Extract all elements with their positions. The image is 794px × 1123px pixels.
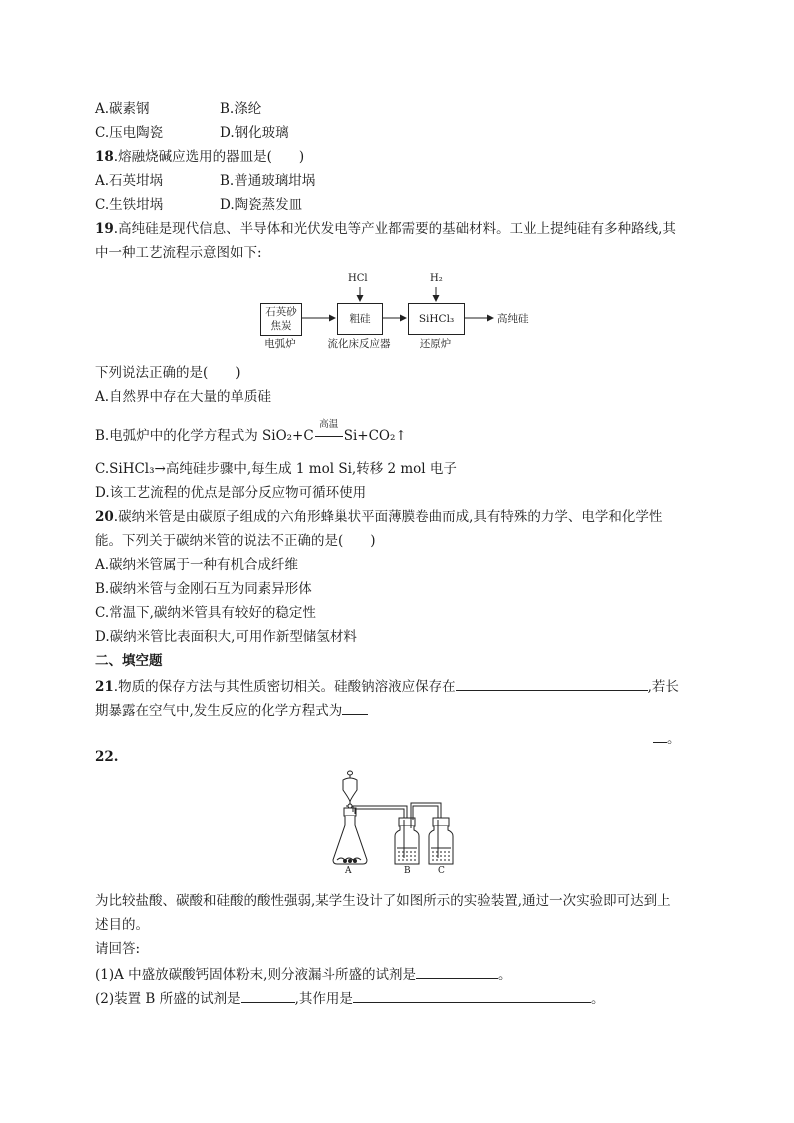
q22-blank-bottle-b-reagent[interactable] — [241, 988, 295, 1003]
q21-line2: 期暴露在空气中,发生反应的化学方程式为 — [95, 700, 368, 720]
q20-number: 20 — [95, 509, 114, 525]
q20-stem-line1: 20.碳纳米管是由碳原子组成的六角形蜂巢状平面薄膜卷曲而成,具有特殊的力学、电学和化学性 — [95, 509, 663, 525]
q20-option-a: A.碳纳米管属于一种有机合成纤维 — [95, 557, 299, 573]
flow-label-arc-furnace: 电弧炉 — [264, 338, 296, 350]
flow-label-fluidized-bed: 流化床反应器 — [327, 338, 391, 350]
q17-option-c: C.压电陶瓷 — [95, 125, 164, 141]
q22-prompt: 请回答: — [95, 941, 141, 957]
q19-stem-line2: 中一种工艺流程示意图如下: — [95, 245, 262, 261]
q20-option-d: D.碳纳米管比表面积大,可用作新型储氢材料 — [95, 629, 357, 645]
apparatus-label-c: C — [438, 866, 445, 876]
bottle-c — [429, 818, 453, 864]
flow-reagent-h2: H₂ — [430, 273, 443, 284]
q19-number: 19 — [95, 221, 114, 237]
apparatus-drawing — [325, 770, 475, 880]
q19-option-c: C.SiHCl₃→高纯硅步骤中,每生成 1 mol Si,转移 2 mol 电子 — [95, 461, 457, 477]
flow-box-sihcl3: SiHCl₃ — [408, 303, 465, 335]
q20-option-b: B.碳纳米管与金刚石互为同素异形体 — [95, 581, 312, 597]
q22-sub1: (1)A 中盛放碳酸钙固体粉末,则分液漏斗所盛的试剂是 。 — [95, 964, 511, 984]
q21-blank-equation-end[interactable] — [653, 728, 667, 743]
q18-option-c: C.生铁坩埚 — [95, 197, 164, 213]
flow-box-raw-materials: 石英砂 焦炭 — [260, 303, 302, 336]
q22-stem-line1: 为比较盐酸、碳酸和硅酸的酸性强弱,某学生设计了如图所示的实验装置,通过一次实验即可达到上 — [95, 893, 671, 909]
q19-question: 下列说法正确的是( ) — [95, 365, 241, 381]
q21-number: 21 — [95, 679, 114, 695]
section-heading-fill-in: 二、填空题 — [95, 653, 163, 669]
flow-label-reduction-furnace: 还原炉 — [419, 338, 452, 350]
q17-option-a: A.碳素钢 — [95, 101, 150, 117]
q22-blank-funnel-reagent[interactable] — [416, 964, 498, 979]
reaction-condition: 高温 — [319, 419, 339, 430]
flow-product: 高纯硅 — [497, 313, 529, 325]
process-flow-diagram — [255, 270, 555, 354]
flask-a — [333, 808, 367, 864]
q20-stem-line2: 能。下列关于碳纳米管的说法不正确的是( ) — [95, 533, 376, 549]
experiment-apparatus — [325, 770, 475, 880]
q22-stem-line2: 述目的。 — [95, 917, 149, 933]
q20-option-c: C.常温下,碳纳米管具有较好的稳定性 — [95, 605, 316, 621]
q17-option-b: B.涤纶 — [220, 101, 262, 117]
apparatus-label-b: B — [404, 866, 411, 876]
q22-blank-bottle-b-function[interactable] — [353, 988, 591, 1003]
q18-option-d: D.陶瓷蒸发皿 — [220, 197, 303, 213]
flow-reagent-hcl: HCl — [348, 273, 368, 284]
q21-blank-storage[interactable] — [456, 676, 648, 691]
q22-number: 22 — [95, 749, 114, 765]
bottle-b — [395, 818, 419, 864]
flow-box-crude-silicon: 粗硅 — [337, 303, 383, 335]
q18-option-b: B.普通玻璃坩埚 — [220, 173, 316, 189]
q19-option-a: A.自然界中存在大量的单质硅 — [95, 389, 272, 405]
q18-stem: 18.熔融烧碱应选用的器皿是( ) — [95, 149, 305, 165]
q19-option-d: D.该工艺流程的优点是部分反应物可循环使用 — [95, 485, 367, 501]
q21-blank-equation-start[interactable] — [342, 700, 368, 715]
q22-number-line: 22. — [95, 749, 119, 765]
q19-option-b: B.电弧炉中的化学方程式为 SiO₂+C 高温 Si+CO₂↑ — [95, 427, 407, 445]
q19-stem-line1: 19.高纯硅是现代信息、半导体和光伏发电等产业都需要的基础材料。工业上提纯硅有多种路线,其 — [95, 221, 676, 237]
q18-number: 18 — [95, 149, 114, 165]
q22-sub2: (2)装置 B 所盛的试剂是 ,其作用是 。 — [95, 988, 604, 1008]
q17-option-d: D.钢化玻璃 — [220, 125, 289, 141]
q21-line1: 21.物质的保存方法与其性质密切相关。硅酸钠溶液应保存在 ,若长 — [95, 676, 679, 696]
apparatus-label-a: A — [345, 866, 352, 876]
q18-option-a: A.石英坩埚 — [95, 173, 164, 189]
q21-line3: 。 — [653, 728, 681, 748]
